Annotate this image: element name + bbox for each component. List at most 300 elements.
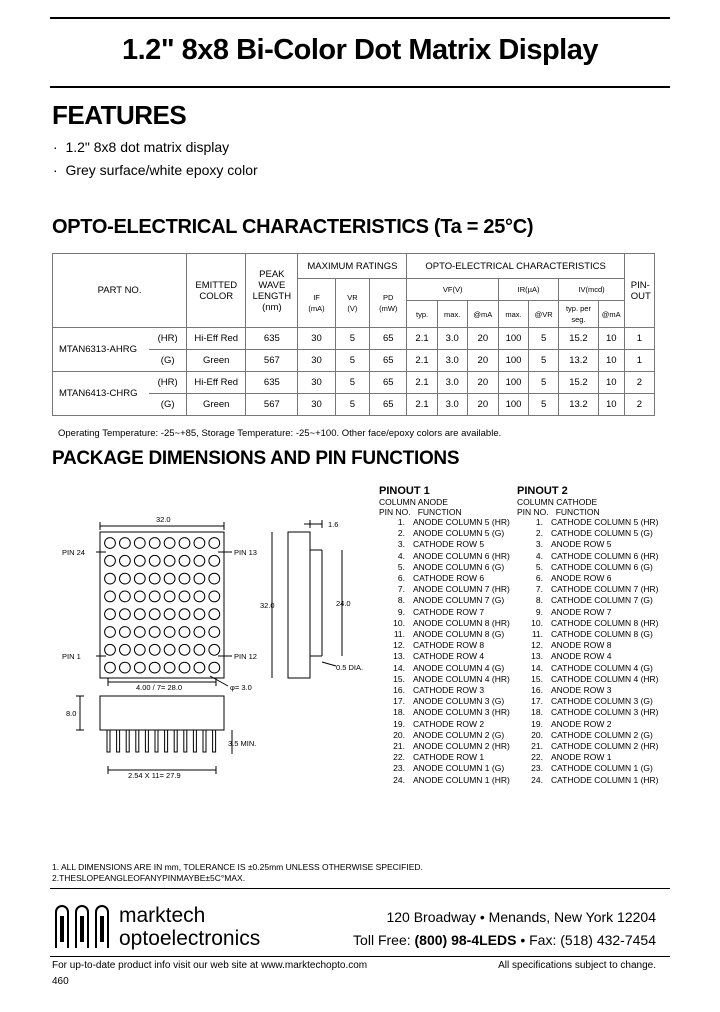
cell-iv-ma: 10 xyxy=(598,350,624,372)
spec-table xyxy=(52,253,655,416)
pin-row-item xyxy=(517,674,667,685)
pin-number: 6. xyxy=(535,573,543,584)
dim-label: 1.6 xyxy=(328,520,339,529)
footnote: 1. ALL DIMENSIONS ARE IN mm, TOLERANCE IS ±0.25mm UNLESS OTHERWISE SPECIFIED. xyxy=(52,862,423,872)
features-heading: FEATURES xyxy=(52,100,187,130)
lead-pin xyxy=(155,730,158,752)
pin-function: ANODE COLUMN 8 (G) xyxy=(413,629,505,640)
cell-ir-vr: 5 xyxy=(529,394,559,416)
pin-function: CATHODE COLUMN 2 (G) xyxy=(551,729,653,740)
cell-ir-max: 100 xyxy=(498,372,528,394)
pin-row-item xyxy=(379,741,515,752)
th-if: IF (mA) xyxy=(298,279,335,328)
pin-row-item xyxy=(379,663,515,674)
cell-color: Hi-Eff Red xyxy=(187,328,246,350)
pin-function: ANODE COLUMN 7 (G) xyxy=(413,595,505,606)
led-dot xyxy=(134,573,145,584)
pin-row-item xyxy=(517,629,667,640)
pin-row-item xyxy=(379,730,515,741)
th-part-no: PART NO. xyxy=(53,254,187,328)
pin-row-item xyxy=(517,651,667,662)
pinout-title: PINOUT 2 xyxy=(517,485,568,497)
pin-label: PIN 13 xyxy=(234,548,257,557)
pin-row-item xyxy=(379,763,515,774)
spec-note: All specifications subject to change. xyxy=(498,960,656,971)
led-dot xyxy=(179,609,190,620)
footer-rule xyxy=(50,888,670,889)
pin-number: 24. xyxy=(393,774,405,785)
th-vf-max: max. xyxy=(437,301,467,328)
pin-function: ANODE COLUMN 6 (G) xyxy=(413,561,505,572)
pin-row-item xyxy=(379,696,515,707)
pin-row-item xyxy=(517,752,667,763)
pin-row-item xyxy=(379,674,515,685)
led-dot xyxy=(209,644,220,655)
led-dot xyxy=(209,627,220,638)
lead-pin xyxy=(174,730,177,752)
feature-text: Grey surface/white epoxy color xyxy=(65,162,258,178)
led-dot xyxy=(164,555,175,566)
pin-function: CATHODE COLUMN 1 (G) xyxy=(551,763,653,774)
cell-vr: 5 xyxy=(335,394,369,416)
pin-function: CATHODE ROW 6 xyxy=(413,573,485,584)
pin-number: 8. xyxy=(535,595,543,606)
led-dot xyxy=(149,662,160,673)
pin-number: 23. xyxy=(393,763,405,774)
lead-pin xyxy=(107,730,110,752)
led-dot xyxy=(164,573,175,584)
pin-function: ANODE COLUMN 1 (HR) xyxy=(413,774,510,785)
pin-number: 2. xyxy=(535,528,543,539)
pin-row-item xyxy=(517,775,667,786)
pin-number: 7. xyxy=(397,584,405,595)
pin-row-item xyxy=(379,618,515,629)
cell-iv-ma: 10 xyxy=(598,328,624,350)
cell-vf-typ: 2.1 xyxy=(407,394,437,416)
pin-function: ANODE ROW 5 xyxy=(551,539,612,550)
cell-wave: 567 xyxy=(246,394,298,416)
pin-row xyxy=(107,730,216,752)
pin-function: CATHODE ROW 1 xyxy=(413,752,485,763)
cell-color: Green xyxy=(187,394,246,416)
bullet: · xyxy=(53,162,58,178)
led-dot xyxy=(209,538,220,549)
bottom-rule xyxy=(50,956,670,957)
pin-function: ANODE COLUMN 2 (HR) xyxy=(413,741,510,752)
pin-number: 12. xyxy=(531,640,543,651)
package-heading: PACKAGE DIMENSIONS AND PIN FUNCTIONS xyxy=(52,448,460,469)
led-dot xyxy=(134,662,145,673)
cell-iv-typ: 13.2 xyxy=(559,350,599,372)
pin-function: CATHODE COLUMN 7 (HR) xyxy=(551,584,659,595)
cell-vf-max: 3.0 xyxy=(437,372,467,394)
pin-number: 5. xyxy=(535,561,543,572)
pin-number: 4. xyxy=(535,550,543,561)
lead-pin xyxy=(126,730,129,752)
pin-function: CATHODE COLUMN 8 (G) xyxy=(551,629,653,640)
th-vf-ma: @mA xyxy=(467,301,498,328)
led-dot xyxy=(105,538,116,549)
pin-number: 12. xyxy=(393,640,405,651)
pin-number: 16. xyxy=(393,685,405,696)
dim-label: 3.5 MIN. xyxy=(228,739,257,748)
pin-function: ANODE ROW 1 xyxy=(551,752,612,763)
pin-row-item xyxy=(517,607,667,618)
led-dot xyxy=(120,573,131,584)
pin-row-item xyxy=(379,775,515,786)
led-dot xyxy=(134,555,145,566)
pin-number: 14. xyxy=(393,662,405,673)
pin-number: 6. xyxy=(397,573,405,584)
fax-number: • Fax: (518) 432-7454 xyxy=(520,932,656,948)
pin-number: 1. xyxy=(397,517,405,527)
lead-pin xyxy=(136,730,139,752)
cell-wave: 635 xyxy=(246,328,298,350)
pin-function: CATHODE COLUMN 3 (G) xyxy=(551,696,653,707)
pin-row-item xyxy=(517,517,667,528)
led-dot xyxy=(149,644,160,655)
lead-pin xyxy=(145,730,148,752)
led-dot xyxy=(194,662,205,673)
cell-wave: 635 xyxy=(246,372,298,394)
pin-number: 8. xyxy=(397,595,405,606)
pin-row-item xyxy=(379,539,515,550)
toll-number: (800) 98-4LEDS xyxy=(414,932,517,948)
cell-color: Hi-Eff Red xyxy=(187,372,246,394)
led-dot xyxy=(120,627,131,638)
pin-number: 21. xyxy=(531,741,543,752)
cell-if: 30 xyxy=(298,328,335,350)
led-dot xyxy=(164,591,175,602)
led-dot xyxy=(120,591,131,602)
pin-function: ANODE COLUMN 8 (HR) xyxy=(413,617,510,628)
pin-row-item xyxy=(379,551,515,562)
cell-iv-typ: 15.2 xyxy=(559,328,599,350)
led-dot xyxy=(134,627,145,638)
pin-number: 7. xyxy=(535,584,543,595)
page-title: 1.2" 8x8 Bi-Color Dot Matrix Display xyxy=(122,34,598,66)
pinout-1 xyxy=(379,485,515,786)
top-rule xyxy=(50,17,670,19)
cell-pd: 65 xyxy=(370,328,407,350)
th-pd: PD (mW) xyxy=(370,279,407,328)
pin-function: CATHODE COLUMN 3 (HR) xyxy=(551,707,659,718)
dim-label: φ= 3.0 xyxy=(230,683,252,692)
pin-row-item xyxy=(379,719,515,730)
cell-vf-max: 3.0 xyxy=(437,394,467,416)
pin-function: CATHODE ROW 7 xyxy=(413,606,485,617)
led-dot xyxy=(194,591,205,602)
dim-label: 8.0 xyxy=(66,709,77,718)
led-dot xyxy=(105,662,116,673)
led-dot xyxy=(194,573,205,584)
pin-number: 24. xyxy=(531,774,543,785)
cell-iv-typ: 15.2 xyxy=(559,372,599,394)
pin-row-item xyxy=(517,595,667,606)
pin-row-item xyxy=(517,640,667,651)
pin-row-item xyxy=(379,685,515,696)
pin-row-item xyxy=(379,573,515,584)
led-dot xyxy=(209,573,220,584)
pinout-header: PIN NO. FUNCTION xyxy=(379,507,462,517)
pin-function: ANODE COLUMN 4 (HR) xyxy=(413,673,510,684)
pin-function: ANODE ROW 7 xyxy=(551,606,612,617)
company-name-line2: optoelectronics xyxy=(119,927,261,950)
pin-number: 10. xyxy=(531,617,543,628)
pin-row-item xyxy=(379,584,515,595)
pinout-type: COLUMN CATHODE xyxy=(517,497,598,507)
th-vf: VF(V) xyxy=(407,279,498,301)
pin-function: CATHODE COLUMN 4 (G) xyxy=(551,662,653,673)
led-dot xyxy=(134,644,145,655)
pin-number: 15. xyxy=(531,673,543,684)
cell-ir-vr: 5 xyxy=(529,350,559,372)
led-dot xyxy=(164,609,175,620)
led-dot xyxy=(194,644,205,655)
led-dot xyxy=(149,573,160,584)
pin-row-item xyxy=(517,551,667,562)
pin-row-item xyxy=(517,663,667,674)
table-row xyxy=(53,328,655,350)
pin-row-item xyxy=(379,528,515,539)
cell-vf-typ: 2.1 xyxy=(407,328,437,350)
pinout-title: PINOUT 1 xyxy=(379,485,430,497)
cell-vf-ma: 20 xyxy=(467,328,498,350)
led-dot xyxy=(120,538,131,549)
cell-pd: 65 xyxy=(370,372,407,394)
cell-vf-ma: 20 xyxy=(467,350,498,372)
pin-function: ANODE COLUMN 2 (G) xyxy=(413,729,505,740)
led-dot xyxy=(194,538,205,549)
pinout-2 xyxy=(517,485,667,786)
lead-pin xyxy=(117,730,120,752)
operating-note: Operating Temperature: -25~+85, Storage Temperature: -25~+100. Other face/epoxy colors are available. xyxy=(58,428,502,439)
led-dot xyxy=(149,609,160,620)
pin-row-item xyxy=(517,562,667,573)
pin-row-item xyxy=(379,595,515,606)
cell-ir-max: 100 xyxy=(498,350,528,372)
pin-number: 18. xyxy=(393,707,405,718)
lead-pin xyxy=(193,730,196,752)
pin-number: 17. xyxy=(393,696,405,707)
led-dot xyxy=(134,538,145,549)
footnote: 2.THESLOPEANGLEOFANYPINMAYBE±5C°MAX. xyxy=(52,873,246,883)
pin-row-item xyxy=(517,618,667,629)
bullet: · xyxy=(53,139,58,155)
pin-number: 22. xyxy=(531,752,543,763)
pin-function: ANODE COLUMN 7 (HR) xyxy=(413,584,510,595)
led-dot xyxy=(105,573,116,584)
led-dot xyxy=(105,627,116,638)
pin-number: 11. xyxy=(531,629,543,640)
pin-number: 5. xyxy=(397,561,405,572)
pin-function: CATHODE COLUMN 5 (G) xyxy=(551,528,653,539)
cell-iv-ma: 10 xyxy=(598,394,624,416)
pin-number: 1. xyxy=(535,517,543,527)
pin-function: ANODE COLUMN 1 (G) xyxy=(413,763,505,774)
led-dot xyxy=(105,555,116,566)
th-iv-ma: @mA xyxy=(598,301,624,328)
th-peak-wave: PEAK WAVE LENGTH (nm) xyxy=(246,254,298,328)
led-dot xyxy=(179,538,190,549)
pinout-header: PIN NO. FUNCTION xyxy=(517,507,600,517)
led-dot xyxy=(105,609,116,620)
pin-number: 18. xyxy=(531,707,543,718)
pin-label: PIN 24 xyxy=(62,548,85,557)
led-dot xyxy=(134,609,145,620)
led-dot xyxy=(164,662,175,673)
cell-pd: 65 xyxy=(370,394,407,416)
pin-list xyxy=(517,517,667,786)
led-dot xyxy=(105,591,116,602)
led-dot xyxy=(209,662,220,673)
cell-iv-typ: 13.2 xyxy=(559,394,599,416)
pin-row-item xyxy=(517,573,667,584)
led-dot xyxy=(209,591,220,602)
cell-part: MTAN6413-CHRG xyxy=(53,372,150,416)
pin-row-item xyxy=(379,629,515,640)
pin-row-item xyxy=(517,528,667,539)
led-dot xyxy=(194,609,205,620)
pin-row-item xyxy=(379,752,515,763)
led-dot xyxy=(179,662,190,673)
pin-number: 4. xyxy=(397,550,405,561)
pin-function: CATHODE COLUMN 4 (HR) xyxy=(551,673,659,684)
cell-iv-ma: 10 xyxy=(598,372,624,394)
pin-number: 19. xyxy=(531,718,543,729)
th-max-ratings: MAXIMUM RATINGS xyxy=(298,254,407,279)
pin-function: CATHODE ROW 5 xyxy=(413,539,485,550)
pin-function: CATHODE COLUMN 6 (HR) xyxy=(551,550,659,561)
cell-if: 30 xyxy=(298,394,335,416)
cell-code: (HR) xyxy=(149,372,186,394)
pin-function: ANODE COLUMN 4 (G) xyxy=(413,662,505,673)
cell-color: Green xyxy=(187,350,246,372)
pin-function: CATHODE COLUMN 8 (HR) xyxy=(551,617,659,628)
leader-line xyxy=(322,662,336,666)
pin-row-item xyxy=(379,707,515,718)
cell-if: 30 xyxy=(298,372,335,394)
pin-number: 2. xyxy=(397,528,405,539)
cell-pin: 2 xyxy=(624,372,654,394)
led-dot xyxy=(209,609,220,620)
pin-number: 21. xyxy=(393,741,405,752)
cell-if: 30 xyxy=(298,350,335,372)
led-dot xyxy=(149,627,160,638)
th-opto-chars: OPTO-ELECTRICAL CHARACTERISTICS xyxy=(407,254,624,279)
dim-label: 4.00 / 7= 28.0 xyxy=(136,683,183,692)
cell-ir-vr: 5 xyxy=(529,372,559,394)
pin-row-item xyxy=(517,696,667,707)
dot-grid xyxy=(105,538,220,673)
pin-number: 16. xyxy=(531,685,543,696)
pin-row-item xyxy=(379,640,515,651)
dim-label: 32.0 xyxy=(260,601,275,610)
cell-vf-ma: 20 xyxy=(467,372,498,394)
th-vf-typ: typ. xyxy=(407,301,437,328)
th-vr: VR (V) xyxy=(335,279,369,328)
pin-row-item xyxy=(517,685,667,696)
led-dot xyxy=(209,555,220,566)
th-pin-out: PIN- OUT xyxy=(624,254,654,328)
pin-function: CATHODE ROW 8 xyxy=(413,640,485,651)
cell-vf-max: 3.0 xyxy=(437,350,467,372)
pin-row-item xyxy=(379,651,515,662)
feature-item xyxy=(53,162,258,178)
th-iv-typ: typ. per seg. xyxy=(559,301,599,328)
cell-vr: 5 xyxy=(335,372,369,394)
feature-item xyxy=(53,139,229,155)
pin-function: CATHODE COLUMN 7 (G) xyxy=(551,595,653,606)
pin-function: ANODE COLUMN 5 (HR) xyxy=(413,517,510,527)
page-number: 460 xyxy=(52,976,69,987)
led-dot xyxy=(149,555,160,566)
pin-function: ANODE ROW 3 xyxy=(551,685,612,696)
pin-number: 11. xyxy=(393,629,405,640)
pin-function: ANODE ROW 2 xyxy=(551,718,612,729)
th-ir-max: max. xyxy=(498,301,528,328)
cell-part: MTAN6313-AHRG xyxy=(53,328,150,372)
led-dot xyxy=(164,627,175,638)
cell-wave: 567 xyxy=(246,350,298,372)
company-name: marktech xyxy=(119,904,206,927)
cell-ir-max: 100 xyxy=(498,394,528,416)
lead-pin xyxy=(184,730,187,752)
pin-number: 20. xyxy=(393,729,405,740)
cell-vf-max: 3.0 xyxy=(437,328,467,350)
cell-code: (HR) xyxy=(149,328,186,350)
pin-row-item xyxy=(379,517,515,528)
pin-number: 10. xyxy=(393,617,405,628)
cell-code: (G) xyxy=(149,350,186,372)
dim-label: 0.5 DIA. xyxy=(336,663,364,672)
led-dot xyxy=(120,662,131,673)
lead-pin xyxy=(165,730,168,752)
pin-function: CATHODE ROW 4 xyxy=(413,651,485,662)
title-rule xyxy=(50,86,670,88)
pin-number: 14. xyxy=(531,662,543,673)
pinout-type: COLUMN ANODE xyxy=(379,497,448,507)
pin-function: ANODE COLUMN 5 (G) xyxy=(413,528,505,539)
pin-function: ANODE COLUMN 6 (HR) xyxy=(413,550,510,561)
pin-label: PIN 12 xyxy=(234,652,257,661)
base-body xyxy=(100,696,224,730)
led-dot xyxy=(179,644,190,655)
cell-pin: 2 xyxy=(624,394,654,416)
pin-number: 3. xyxy=(535,539,543,550)
th-iv: IV(mcd) xyxy=(559,279,625,301)
th-emitted-color: EMITTED COLOR xyxy=(187,254,246,328)
pin-function: ANODE COLUMN 3 (HR) xyxy=(413,707,510,718)
pin-number: 23. xyxy=(531,763,543,774)
led-dot xyxy=(194,627,205,638)
pin-row-item xyxy=(517,707,667,718)
led-dot xyxy=(164,644,175,655)
cell-pin: 1 xyxy=(624,350,654,372)
cell-pd: 65 xyxy=(370,350,407,372)
led-dot xyxy=(120,609,131,620)
company-contact xyxy=(353,932,656,948)
table-row xyxy=(53,372,655,394)
led-dot xyxy=(105,644,116,655)
pin-row-item xyxy=(379,562,515,573)
pin-number: 3. xyxy=(397,539,405,550)
led-dot xyxy=(134,591,145,602)
led-dot xyxy=(149,538,160,549)
company-address: 120 Broadway • Menands, New York 12204 xyxy=(386,909,656,925)
cell-ir-max: 100 xyxy=(498,328,528,350)
pin-function: CATHODE ROW 3 xyxy=(413,685,485,696)
